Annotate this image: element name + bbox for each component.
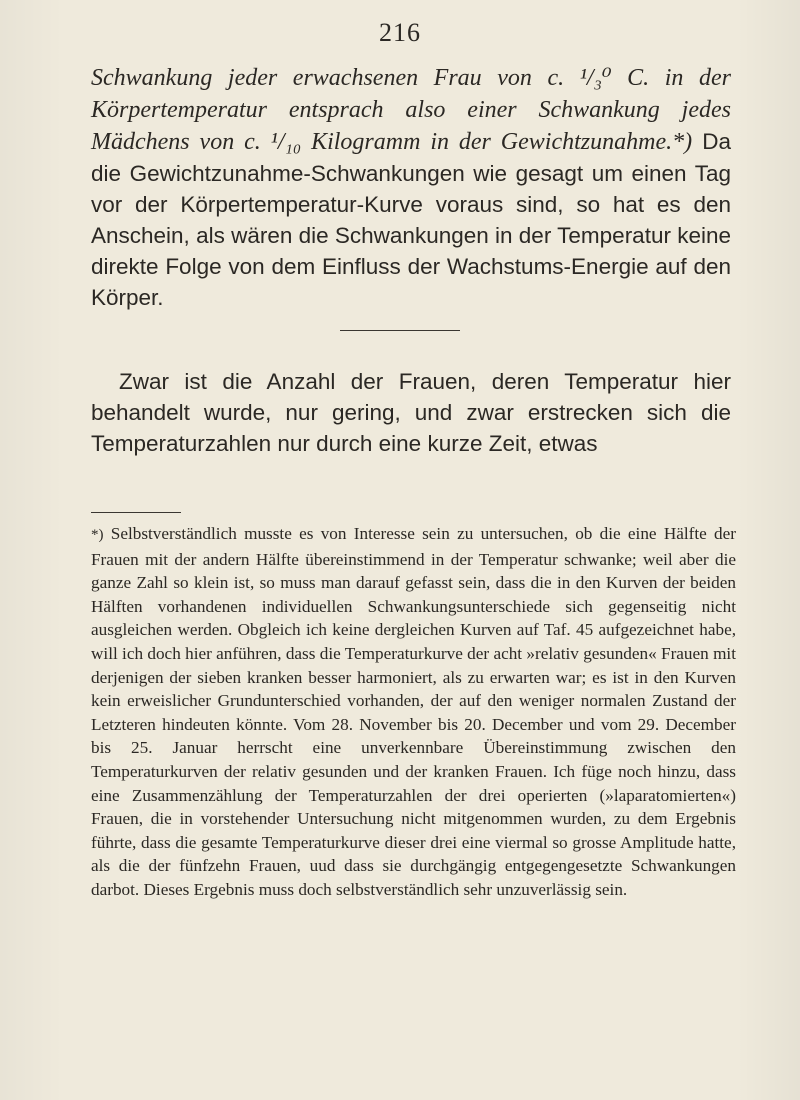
- paragraph-1-text: [91, 62, 731, 313]
- footnote: [91, 522, 736, 902]
- paragraph-1: [91, 62, 731, 313]
- paragraph-2-text: Zwar ist die Anzahl der Frauen, deren Temperatur hier behandelt wurde, nur gering, und zwar erstrecken sich die Temperaturzahlen nur durch eine kurze Zeit, etwas: [91, 369, 731, 456]
- paragraph-1-italic-lead: Schwankung jeder erwachsenen Frau von c. ¹/₃⁰ C. in der Körpertemperatur entsprach also einer Schwankung jedes Mädchens von c. ¹/₁₀ Kilogramm in der Gewichtzunahme.*): [91, 65, 731, 155]
- page-number: 216: [379, 18, 421, 47]
- section-divider: [340, 330, 460, 331]
- paragraph-2: [91, 366, 731, 459]
- footnote-text: Selbstverständlich musste es von Interesse sein zu untersuchen, ob die eine Hälfte der Frauen mit der andern Hälfte übereinstimmend in der Temperatur schwanke; weil aber die ganze Zahl so klein ist, so muss man darauf gefasst sein, dass die in den Kurven der beiden Hälften vorhandenen individuellen Schwankungsunterschiede sich gegenseitig nicht ausgleichen werden. Obgleich ich keine dergleichen Kurven auf Taf. 45 aufgezeichnet habe, will ich doch hier anführen, dass die Temperaturkurve der acht »relativ gesunden« Frauen mit derjenigen der sieben kranken besser harmoniert, als zu erwarten war; es ist in den Kurven kein erweislicher Grundunterschied vorhanden, der auf den weniger normalen Zustand der Letzteren hindeuten könnte. Vom 28. November bis 20. December und vom 29. December bis 25. Januar herrscht eine unverkennbare Übereinstimmung zwischen den Temperaturkurven der relativ gesunden und der kranken Frauen. Ich füge noch hinzu, dass eine Zusammenzählung der Temperaturzahlen der drei operierten (»laparatomierten«) Frauen, die in vorstehender Untersuchung nicht mitgenommen wurden, zu dem Ergebnis führte, dass die gesamte Temperaturkurve dieser drei eine viermal so grosse Amplitude hatte, als die der fünfzehn Frauen, uud dass sie durchgängig entgegengesetzte Schwankungen darbot. Dieses Ergebnis muss doch selbstverständlich sehr unzuverlässig sein.: [91, 524, 736, 899]
- paragraph-1-body: Da die Gewichtzunahme-Schwankungen wie gesagt um einen Tag vor der Körpertemperatur-Kurve voraus sind, so hat es den Anschein, als wären die Schwankungen in der Temperatur keine direkte Folge von dem Einfluss der Wachstums-Energie auf den Körper.: [91, 129, 732, 310]
- footnote-mark: *): [91, 527, 104, 543]
- footnote-divider: [91, 512, 181, 513]
